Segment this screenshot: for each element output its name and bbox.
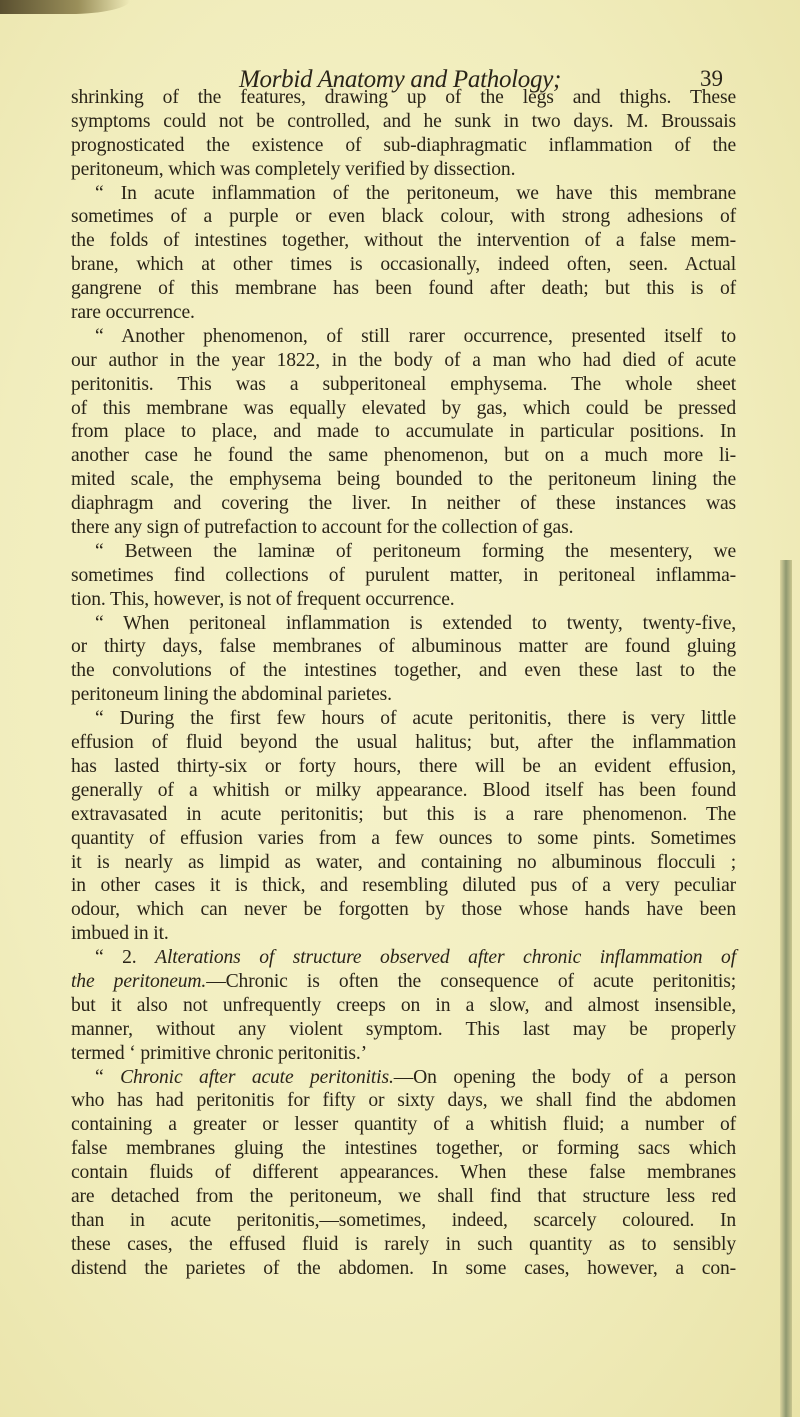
italic-heading-text: Chronic after acute peritonitis.: [120, 1066, 394, 1088]
line-text: sometimes of a purple or even black colour, with strong adhesions of: [71, 206, 736, 228]
text-line: [71, 444, 736, 468]
line-text: distend the parietes of the abdomen. In some cases, however, a con-: [71, 1257, 736, 1279]
line-text: termed ‘ primitive chronic peritonitis.’: [71, 1042, 367, 1064]
text-line: [71, 420, 736, 444]
line-text: gangrene of this membrane has been found after death; but this is of: [71, 278, 736, 300]
italic-heading-text: Alterations of structure observed after chronic inflammation of: [155, 947, 736, 969]
text-line: [71, 110, 736, 134]
text-line: [71, 1089, 736, 1113]
running-title: Morbid Anatomy and Pathology;: [238, 66, 562, 93]
line-text: manner, without any violent symptom. This last may be properly: [71, 1018, 736, 1040]
line-text: —Chronic is often the consequence of acute peritonitis;: [206, 970, 736, 992]
text-line: [71, 803, 736, 827]
line-text: —On opening the body of a person: [393, 1066, 736, 1088]
text-line: [71, 1185, 736, 1209]
line-text: are detached from the peritoneum, we shall find that structure less red: [71, 1185, 736, 1207]
text-line: [71, 1209, 736, 1233]
text-line: [71, 158, 736, 182]
line-text: of this membrane was equally elevated by gas, which could be pressed: [71, 397, 736, 419]
line-text: false membranes gluing the intestines together, or forming sacs which: [71, 1138, 736, 1160]
text-line: [71, 612, 736, 636]
line-text: “ During the first few hours of acute peritonitis, there is very little: [95, 708, 736, 730]
text-line: [71, 851, 736, 875]
line-text: quantity of effusion varies from a few ounces to some pints. Sometimes: [71, 827, 736, 849]
text-line: [71, 827, 736, 851]
line-text: peritonitis. This was a subperitoneal emphysema. The whole sheet: [71, 373, 736, 395]
line-text: from place to place, and made to accumulate in particular positions. In: [71, 421, 736, 443]
text-line: [71, 540, 736, 564]
text-line: [71, 564, 736, 588]
text-line: [71, 731, 736, 755]
page-body-text: [71, 86, 736, 1281]
line-text: the folds of intestines together, without the intervention of a false mem-: [71, 230, 736, 252]
text-line: [71, 755, 736, 779]
line-text: there any sign of putrefaction to account for the collection of gas.: [71, 517, 574, 539]
line-text: shrinking of the features, drawing up of the legs and thighs. These: [71, 87, 736, 108]
text-line: [71, 946, 736, 970]
italic-heading-text: the peritoneum.: [71, 970, 207, 992]
line-text: “ When peritoneal inflammation is extended to twenty, twenty-five,: [95, 612, 736, 634]
line-text: has lasted thirty-six or forty hours, there will be an evident effusion,: [71, 755, 736, 777]
page-corner-shadow: [0, 0, 130, 14]
text-line: [71, 1233, 736, 1257]
text-line: [71, 970, 736, 994]
text-line: [71, 516, 736, 540]
text-line: [71, 707, 736, 731]
line-text: sometimes find collections of purulent matter, in peritoneal inflamma-: [71, 564, 736, 586]
text-line: [71, 182, 736, 206]
text-line: [71, 373, 736, 397]
line-text: mited scale, the emphysema being bounded to the peritoneum lining the: [71, 469, 736, 491]
book-binding-edge: [780, 560, 792, 1417]
line-text: symptoms could not be controlled, and he sunk in two days. M. Broussais: [71, 110, 736, 132]
line-text: “ 2.: [95, 947, 156, 969]
text-line: [71, 301, 736, 325]
line-text: but it also not unfrequently creeps on in a slow, and almost insensible,: [71, 994, 736, 1016]
line-text: “ Between the laminæ of peritoneum forming the mesentery, we: [95, 540, 736, 562]
text-line: [71, 1042, 736, 1066]
text-line: [71, 874, 736, 898]
line-text: the convolutions of the intestines together, and even these last to the: [71, 660, 736, 682]
text-line: [71, 588, 736, 612]
text-line: [71, 659, 736, 683]
line-text: peritoneum lining the abdominal parietes.: [71, 684, 392, 706]
line-text: extravasated in acute peritonitis; but this is a rare phenomenon. The: [71, 803, 736, 825]
text-line: [71, 86, 736, 110]
text-line: [71, 1018, 736, 1042]
text-line: [71, 922, 736, 946]
text-line: [71, 1066, 736, 1090]
line-text: “ In acute inflammation of the peritoneum, we have this membrane: [95, 182, 736, 204]
text-line: [71, 134, 736, 158]
text-line: [71, 1257, 736, 1281]
text-line: [71, 349, 736, 373]
text-line: [71, 253, 736, 277]
line-text: odour, which can never be forgotten by those whose hands have been: [71, 899, 736, 921]
text-line: [71, 397, 736, 421]
line-text: another case he found the same phenomenon, but on a much more li-: [71, 445, 736, 467]
line-text: tion. This, however, is not of frequent occurrence.: [71, 588, 455, 610]
text-line: [71, 325, 736, 349]
text-line: [71, 468, 736, 492]
line-text: rare occurrence.: [71, 302, 195, 324]
text-line: [71, 779, 736, 803]
line-text: “: [95, 1066, 121, 1088]
text-line: [71, 994, 736, 1018]
text-line: [71, 492, 736, 516]
line-text: contain fluids of different appearances. When these false membranes: [71, 1162, 736, 1184]
line-text: these cases, the effused fluid is rarely in such quantity as to sensibly: [71, 1233, 736, 1255]
text-line: [71, 277, 736, 301]
text-line: [71, 635, 736, 659]
text-line: [71, 229, 736, 253]
text-line: [71, 683, 736, 707]
text-line: [71, 1113, 736, 1137]
line-text: diaphragm and covering the liver. In neither of these instances was: [71, 493, 736, 515]
page-number: 39: [700, 66, 723, 91]
line-text: containing a greater or lesser quantity of a whitish fluid; a number of: [71, 1114, 736, 1136]
line-text: or thirty days, false membranes of albuminous matter are found gluing: [71, 636, 736, 658]
line-text: imbued in it.: [71, 923, 169, 945]
text-line: [71, 1161, 736, 1185]
line-text: it is nearly as limpid as water, and containing no albuminous flocculi ;: [71, 851, 736, 873]
line-text: who has had peritonitis for fifty or sixty days, we shall find the abdomen: [71, 1090, 736, 1112]
line-text: than in acute peritonitis,—sometimes, indeed, scarcely coloured. In: [71, 1209, 736, 1231]
line-text: in other cases it is thick, and resembling diluted pus of a very peculiar: [71, 875, 736, 897]
text-line: [71, 898, 736, 922]
text-line: [71, 1137, 736, 1161]
line-text: prognosticated the existence of sub-diaphragmatic inflammation of the: [71, 134, 736, 156]
line-text: generally of a whitish or milky appearance. Blood itself has been found: [71, 779, 736, 801]
line-text: peritoneum, which was completely verified by dissection.: [71, 158, 516, 180]
line-text: our author in the year 1822, in the body of a man who had died of acute: [71, 349, 736, 371]
line-text: “ Another phenomenon, of still rarer occurrence, presented itself to: [95, 325, 736, 347]
line-text: effusion of fluid beyond the usual halitus; but, after the inflammation: [71, 732, 736, 754]
text-line: [71, 205, 736, 229]
line-text: brane, which at other times is occasionally, indeed often, seen. Actual: [71, 254, 736, 276]
